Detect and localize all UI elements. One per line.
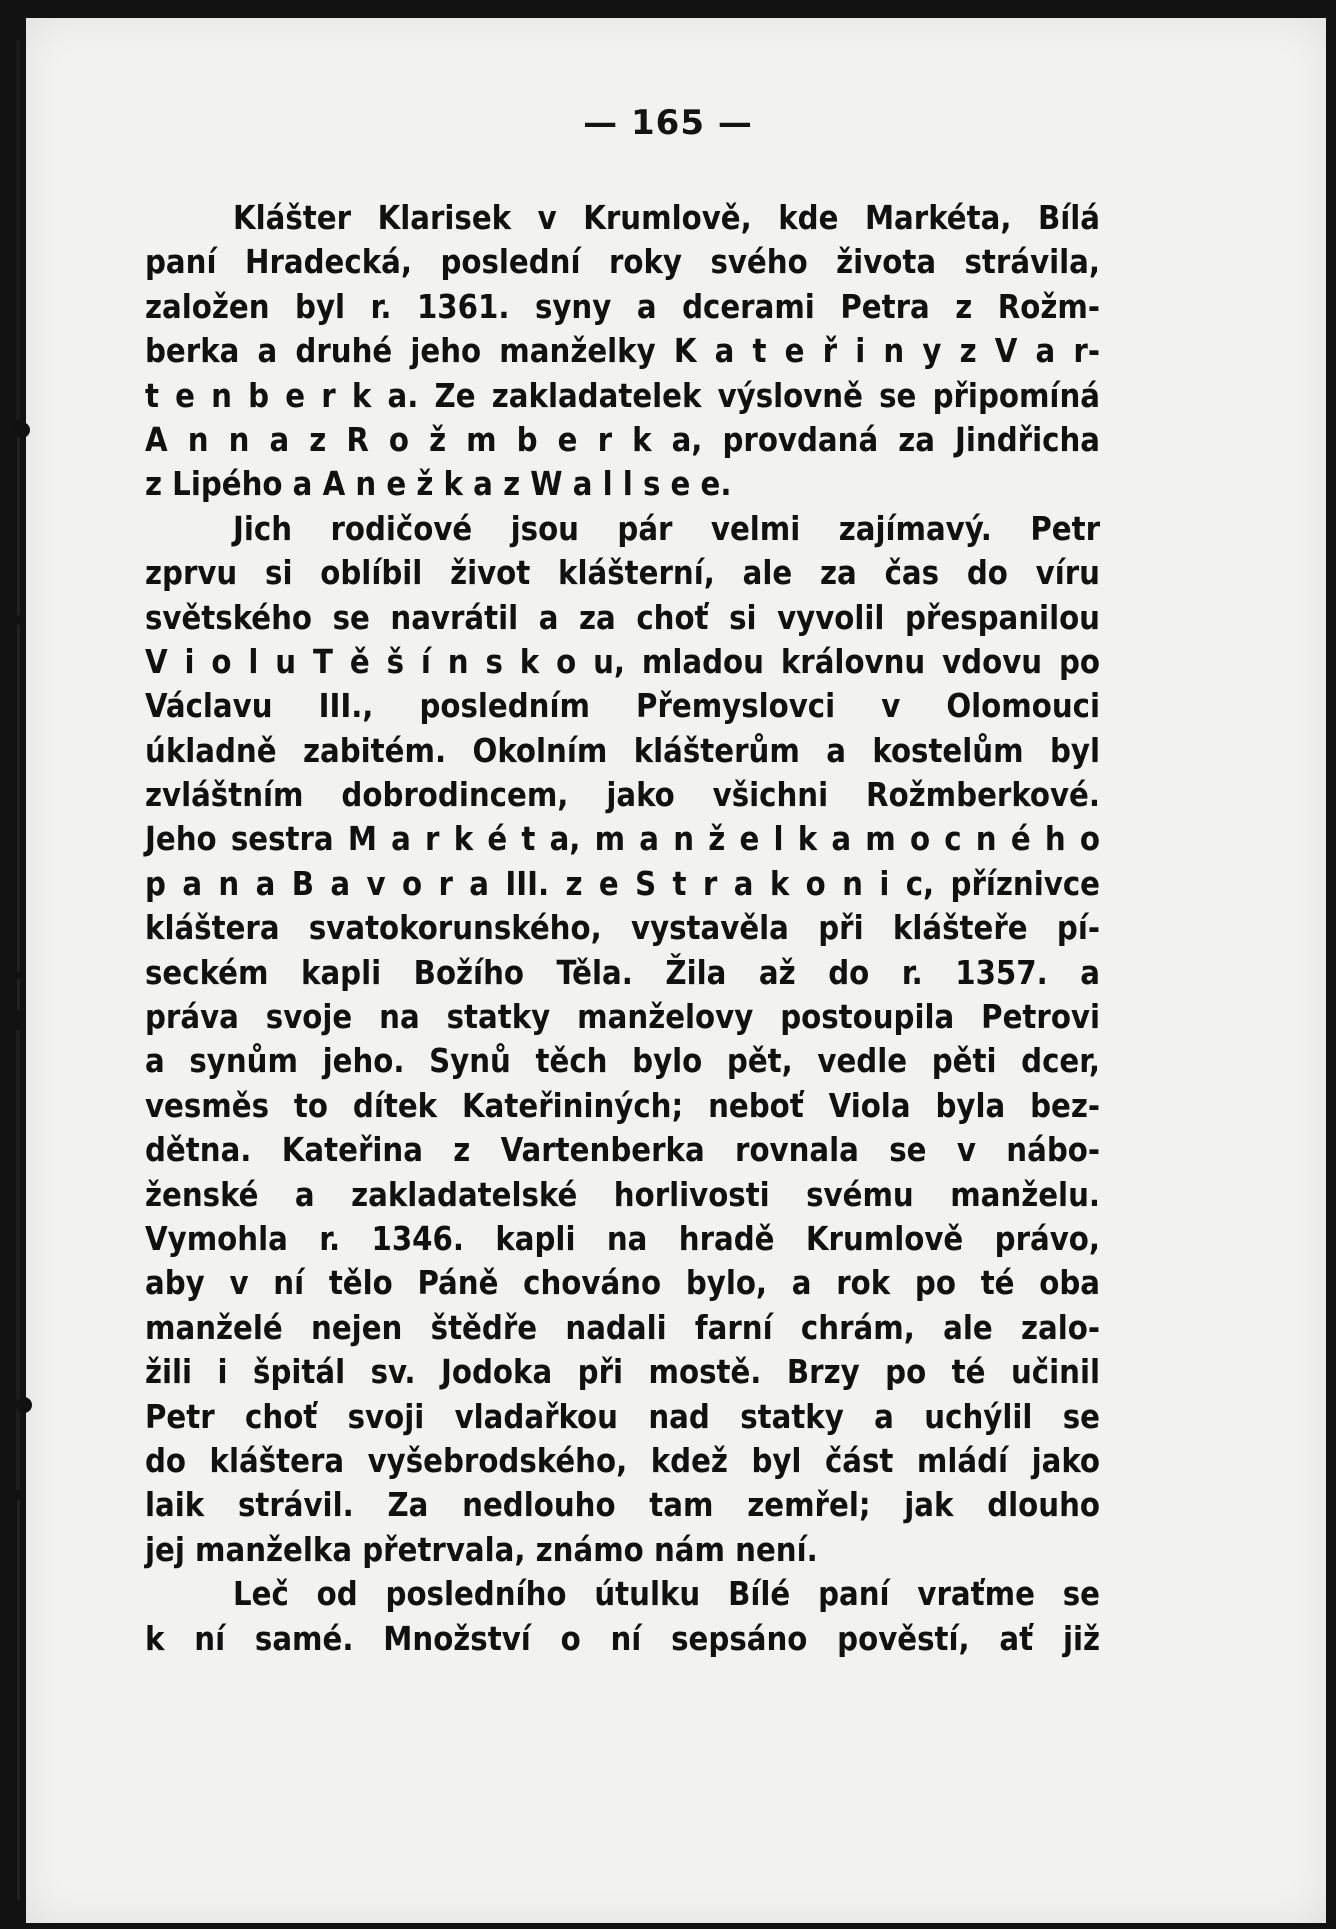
text-line: paní Hradecká, poslední roky svého života strávila, [145,243,1100,282]
body-text [145,196,1100,1661]
text-line: práva svoje na statky manželovy postoupila Petrovi [145,998,1100,1037]
text-line: dětna. Kateřina z Vartenberka rovnala se v nábo- [145,1131,1100,1170]
text-line: a synům jeho. Synů těch bylo pět, vedle pěti dcer, [145,1042,1100,1081]
text-line: Vymohla r. 1346. kapli na hradě Krumlově právo, [145,1219,1100,1258]
text-line: vesměs to dítek Kateřininých; neboť Viola byla bez- [145,1086,1100,1125]
text-line: Jich rodičové jsou pár velmi zajímavý. Petr [233,509,1100,548]
text-line: z Lipého a A n e ž k a z W a l l s e e. [145,465,732,504]
text-line: založen byl r. 1361. syny a dcerami Petra z Rožm- [145,287,1100,326]
text-line: V i o l u T ě š í n s k o u, mladou královnu vdovu po [145,642,1100,681]
text-line: aby v ní tělo Páně chováno bylo, a rok po té oba [145,1264,1100,1303]
text-line: A n n a z R o ž m b e r k a, provdaná za Jindřicha [145,420,1100,459]
text-line: světského se navrátil a za choť si vyvolil přespanilou [145,598,1100,637]
text-line: k ní samé. Množství o ní sepsáno pověstí, ať již [145,1619,1100,1658]
text-line: seckém kapli Božího Těla. Žila až do r. 1357. a [145,953,1100,992]
text-line: do kláštera vyšebrodského, kdež byl část mládí jako [145,1441,1100,1480]
page-number: — 165 — [583,103,753,143]
text-line: žili i špitál sv. Jodoka při mostě. Brzy po té učinil [145,1353,1100,1392]
text-line: t e n b e r k a. Ze zakladatelek výslovně se připomíná [145,376,1100,415]
text-line: Leč od posledního útulku Bílé paní vraťme se [233,1575,1100,1614]
text-line: manželé nejen štědře nadali farní chrám, ale zalo- [145,1308,1100,1347]
text-line: p a n a B a v o r a III. z e S t r a k o n i c, příznivce [145,864,1100,903]
text-line: ženské a zakladatelské horlivosti svému manželu. [145,1175,1100,1214]
text-line: Klášter Klarisek v Krumlově, kde Markéta, Bílá [233,199,1100,237]
text-line: zprvu si oblíbil život klášterní, ale za čas do víru [145,554,1100,593]
text-line: zvláštním dobrodincem, jako všichni Rožmberkové. [145,776,1100,815]
text-line: úkladně zabitém. Okolním klášterům a kostelům byl [145,731,1100,770]
text-line: Jeho sestra M a r k é t a, m a n ž e l k a m o c n é h o [145,820,1100,859]
text-line: Václavu III., posledním Přemyslovci v Olomouci [145,687,1100,726]
binding-edge [0,0,34,1929]
text-line: jej manželka přetrvala, známo nám není. [145,1530,818,1569]
text-line: Petr choť svoji vladařkou nad statky a uchýlil se [145,1397,1100,1436]
text-line: laik strávil. Za nedlouho tam zemřel; jak dlouho [145,1486,1100,1525]
text-line: kláštera svatokorunského, vystavěla při klášteře pí- [145,909,1100,948]
text-line: berka a druhé jeho manželky K a t e ř i n y z V a r- [145,332,1100,371]
